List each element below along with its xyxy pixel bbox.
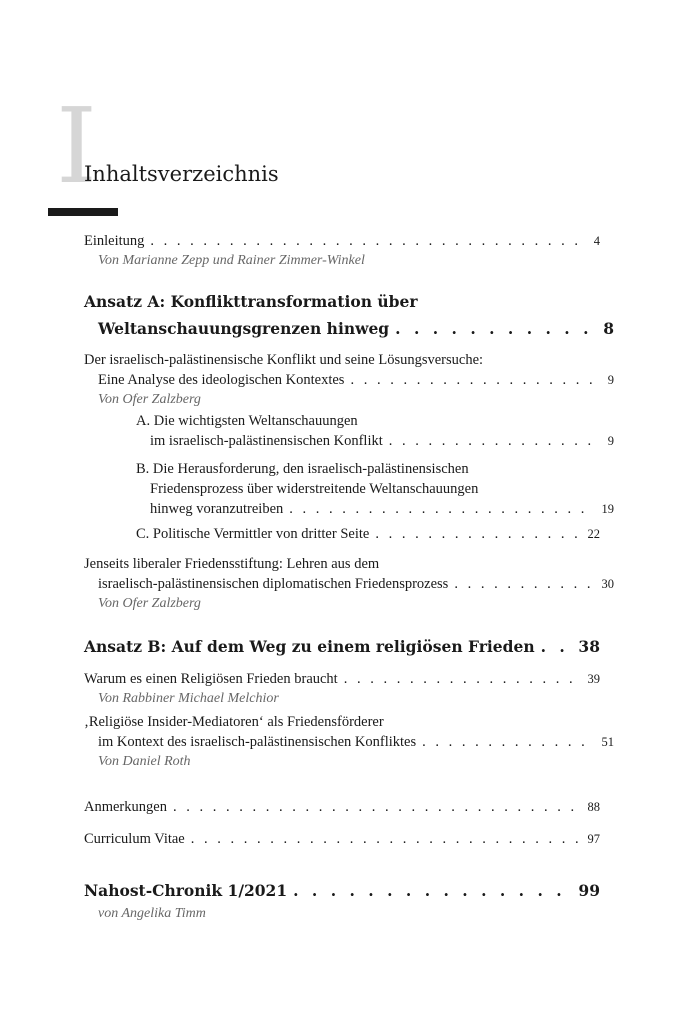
- toc-entry-anmerkungen[interactable]: [84, 797, 600, 817]
- toc-entry-title-cont: Eine Analyse des ideologischen Kontextes: [98, 372, 345, 388]
- toc-subentry-c[interactable]: [136, 524, 600, 544]
- toc-page-number: 38: [578, 637, 600, 656]
- toc-section-ansatz-a[interactable]: [84, 288, 614, 342]
- leader-dots: [541, 633, 573, 660]
- toc-section-ansatz-b[interactable]: [84, 633, 600, 660]
- toc-subentry-title-cont: im israelisch-palästinensischen Konflikt: [150, 433, 383, 449]
- toc-subentry-title-cont: hinweg voranzutreiben: [150, 501, 284, 517]
- toc-section-chronik[interactable]: [84, 877, 600, 923]
- toc-entry-curriculum[interactable]: [84, 829, 600, 849]
- toc-subentry-b[interactable]: [136, 459, 614, 519]
- toc-entry-author: Von Rabbiner Michael Melchior: [98, 691, 279, 706]
- leader-dots: [191, 829, 580, 849]
- toc-entry-title: Einleitung: [84, 233, 145, 249]
- leader-dots: [389, 431, 594, 451]
- toc-entry-einleitung[interactable]: [84, 231, 600, 270]
- toc-subentry-title: B. Die Herausforderung, den israelisch-palästinensischen: [136, 461, 469, 477]
- leader-dots: [344, 669, 580, 689]
- leader-dots: [395, 315, 594, 342]
- toc-entry-title: ‚Religiöse Insider-Mediatoren‘ als Friedensförderer: [84, 714, 384, 730]
- toc-entry-jenseits[interactable]: [84, 554, 614, 613]
- toc-subentry-title: C. Politische Vermittler von dritter Seite: [136, 526, 370, 542]
- toc-page-number: 51: [601, 735, 614, 749]
- leader-dots: [454, 574, 594, 594]
- toc-page-number: 97: [587, 832, 600, 846]
- toc-page-number: 4: [593, 234, 600, 248]
- decorative-initial: I: [56, 85, 98, 207]
- toc-entry-author: Von Marianne Zepp und Rainer Zimmer-Winkel: [98, 253, 365, 268]
- leader-dots: [173, 797, 580, 817]
- leader-dots: [350, 370, 594, 390]
- toc-entry-title: Jenseits liberaler Friedensstiftung: Lehren aus dem: [84, 556, 380, 572]
- toc-section-title: Ansatz B: Auf dem Weg zu einem religiösen Frieden: [84, 637, 535, 656]
- toc-entry-title-cont: israelisch-palästinensischen diplomatischen Friedensprozess: [98, 576, 449, 592]
- leader-dots: [150, 231, 580, 251]
- toc-section-title-cont: Weltanschauungsgrenzen hinweg: [98, 319, 390, 338]
- toc-entry-insider[interactable]: [84, 712, 614, 771]
- toc-subentry-title-cont: Friedensprozess über widerstreitende Weltanschauungen: [150, 481, 479, 497]
- leader-dots: [293, 877, 572, 904]
- toc-page-number: 22: [587, 527, 600, 541]
- toc-entry-author: Von Ofer Zalzberg: [98, 392, 201, 407]
- toc-page-number: 39: [587, 672, 600, 686]
- toc-page-number: 9: [607, 434, 614, 448]
- leader-dots: [289, 499, 594, 519]
- toc-page-number: 88: [587, 800, 600, 814]
- toc-page-number: 8: [603, 319, 614, 338]
- page-title: Inhaltsverzeichnis: [84, 162, 279, 186]
- toc-entry-author: Von Daniel Roth: [98, 754, 191, 769]
- toc-entry-title: Curriculum Vitae: [84, 831, 185, 847]
- toc-subentry-a[interactable]: [136, 411, 614, 451]
- toc-entry-title: Warum es einen Religiösen Frieden braucht: [84, 671, 338, 687]
- leader-dots: [375, 524, 580, 544]
- leader-dots: [422, 732, 594, 752]
- toc-entry-author: Von Ofer Zalzberg: [98, 596, 201, 611]
- toc-section-title: Nahost-Chronik 1/2021: [84, 881, 288, 900]
- toc-page-number: 99: [578, 881, 600, 900]
- toc-entry-title-cont: im Kontext des israelisch-palästinensischen Konfliktes: [98, 734, 417, 750]
- toc-entry-author: von Angelika Timm: [98, 906, 206, 921]
- toc-section-title: Ansatz A: Konflikttransformation über: [84, 292, 418, 311]
- title-rule: [48, 208, 118, 216]
- toc-entry-title: Anmerkungen: [84, 799, 167, 815]
- toc-page-number: 19: [601, 502, 614, 516]
- toc-page-number: 30: [601, 577, 614, 591]
- toc-entry-warum[interactable]: [84, 669, 600, 708]
- toc-page-number: 9: [607, 373, 614, 387]
- toc-subentry-title: A. Die wichtigsten Weltanschauungen: [136, 413, 358, 429]
- toc-entry-konflikt[interactable]: [84, 350, 614, 409]
- toc-entry-title: Der israelisch-palästinensische Konflikt und seine Lösungsversuche:: [84, 352, 484, 368]
